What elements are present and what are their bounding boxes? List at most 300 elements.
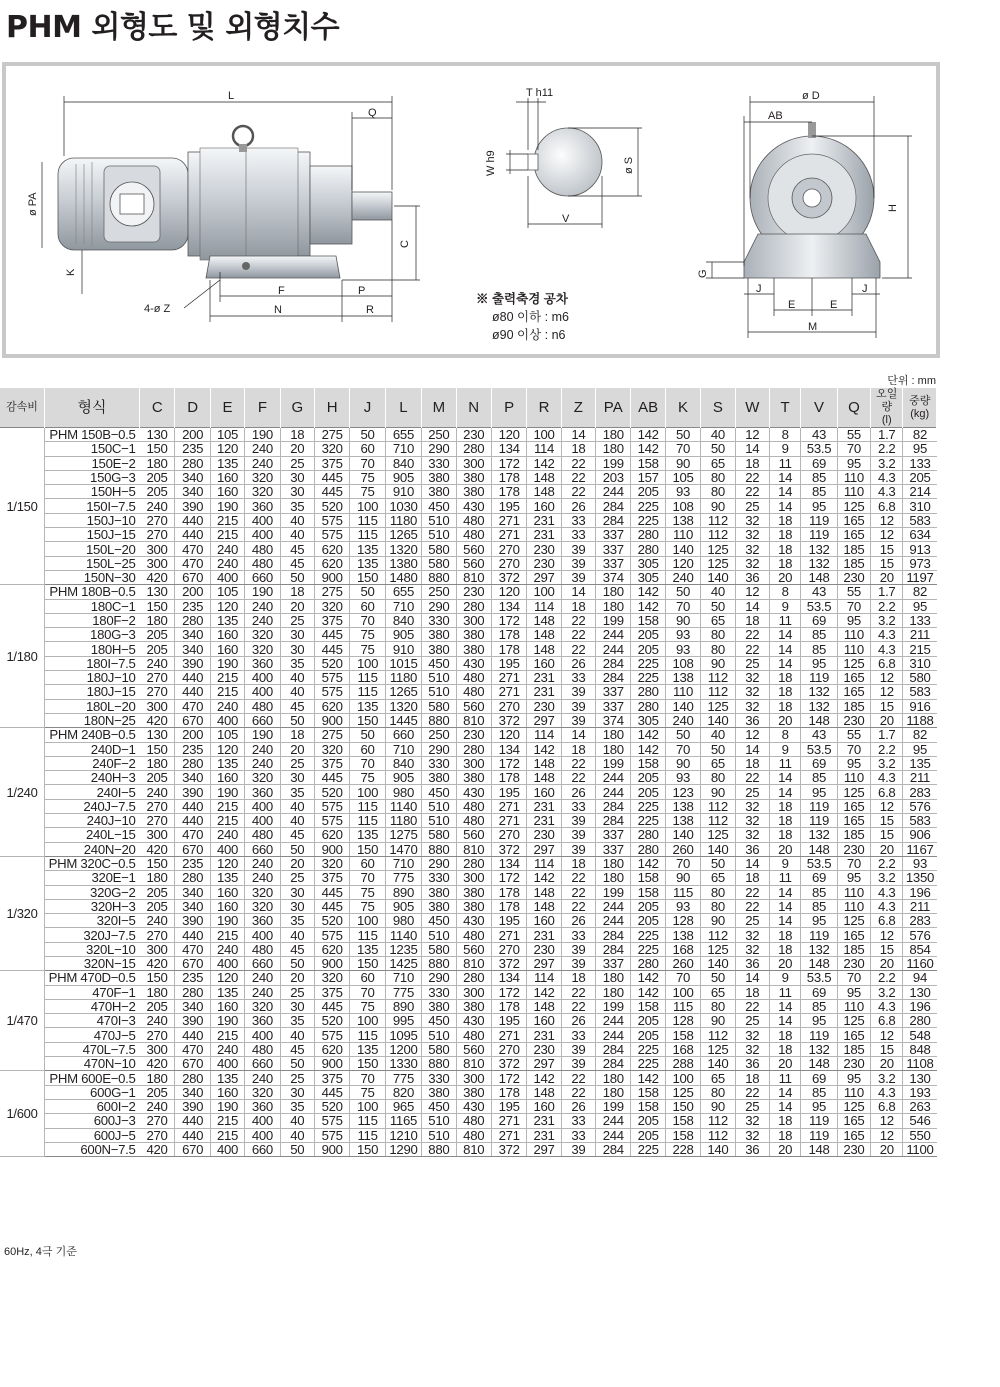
value-cell: 70 [665, 442, 700, 456]
value-cell: 168 [665, 1042, 700, 1056]
value-cell: 380 [456, 642, 491, 656]
value-cell: 225 [631, 1057, 665, 1071]
value-cell: 140 [701, 842, 735, 856]
value-cell: 158 [665, 1114, 700, 1128]
model-cell: 470L−7.5 [44, 1042, 139, 1056]
value-cell: 90 [701, 1099, 735, 1113]
value-cell: 22 [561, 1085, 595, 1099]
value-cell: 575 [314, 671, 349, 685]
value-cell: 340 [175, 885, 210, 899]
value-cell: 575 [314, 513, 349, 527]
value-cell: 180 [596, 971, 631, 985]
value-cell: 115 [350, 685, 385, 699]
value-cell: 100 [665, 1071, 700, 1085]
value-cell: 112 [701, 1028, 735, 1042]
table-row [0, 456, 937, 470]
value-cell: 230 [527, 556, 561, 570]
model-cell: 180J−15 [44, 685, 139, 699]
value-cell: 53.5 [801, 742, 837, 756]
value-cell: 810 [456, 956, 491, 970]
label-W: W h9 [485, 150, 497, 176]
value-cell: 142 [631, 428, 665, 442]
value-cell: 115 [350, 1114, 385, 1128]
value-cell: 142 [631, 728, 665, 742]
label-D: ø D [802, 90, 820, 102]
value-cell: 244 [596, 1114, 631, 1128]
value-cell: 290 [422, 442, 456, 456]
value-cell: 180 [140, 756, 175, 770]
value-cell: 43 [801, 428, 837, 442]
value-cell: 130 [140, 585, 175, 599]
value-cell: 480 [456, 1028, 491, 1042]
label-E2: E [830, 299, 838, 311]
value-cell: 284 [596, 799, 631, 813]
model-cell: 180J−10 [44, 671, 139, 685]
value-cell: 235 [175, 971, 210, 985]
value-cell: 270 [491, 828, 526, 842]
value-cell: 196 [903, 885, 937, 899]
value-cell: 400 [210, 713, 244, 727]
value-cell: 60 [350, 442, 385, 456]
value-cell: 135 [903, 756, 937, 770]
value-cell: 284 [596, 1057, 631, 1071]
value-cell: 810 [456, 570, 491, 584]
value-cell: 65 [701, 756, 735, 770]
value-cell: 380 [422, 642, 456, 656]
value-cell: 510 [422, 1028, 456, 1042]
value-cell: 90 [701, 1014, 735, 1028]
value-cell: 270 [140, 1114, 175, 1128]
value-cell: 18 [735, 456, 769, 470]
value-cell: 190 [210, 785, 244, 799]
value-cell: 280 [631, 956, 665, 970]
value-cell: 400 [245, 799, 280, 813]
value-cell: 1.7 [871, 585, 903, 599]
value-cell: 300 [140, 1042, 175, 1056]
value-cell: 280 [631, 828, 665, 842]
value-cell: 205 [631, 1114, 665, 1128]
value-cell: 275 [314, 428, 349, 442]
value-cell: 134 [491, 742, 526, 756]
value-cell: 140 [665, 699, 700, 713]
value-cell: 480 [456, 513, 491, 527]
value-cell: 445 [314, 628, 349, 642]
value-cell: 70 [665, 856, 700, 870]
value-cell: 75 [350, 1085, 385, 1099]
model-cell: 320H−3 [44, 899, 139, 913]
table-row [0, 985, 937, 999]
value-cell: 450 [422, 1014, 456, 1028]
value-cell: 215 [903, 642, 937, 656]
value-cell: 22 [561, 613, 595, 627]
value-cell: 400 [210, 842, 244, 856]
value-cell: 375 [314, 613, 349, 627]
value-cell: 480 [456, 1128, 491, 1142]
value-cell: 39 [561, 713, 595, 727]
value-cell: 142 [527, 985, 561, 999]
value-cell: 148 [801, 1142, 837, 1156]
value-cell: 75 [350, 771, 385, 785]
value-cell: 12 [871, 685, 903, 699]
table-body [0, 428, 937, 1157]
value-cell: 110 [837, 899, 870, 913]
value-cell: 18 [769, 799, 800, 813]
value-cell: 240 [140, 1099, 175, 1113]
value-cell: 215 [210, 513, 244, 527]
value-cell: 70 [350, 456, 385, 470]
value-cell: 85 [801, 885, 837, 899]
value-cell: 14 [769, 914, 800, 928]
value-cell: 32 [735, 1114, 769, 1128]
value-cell: 148 [801, 842, 837, 856]
value-cell: 178 [491, 1085, 526, 1099]
value-cell: 75 [350, 628, 385, 642]
value-cell: 205 [140, 642, 175, 656]
value-cell: 270 [140, 1028, 175, 1042]
value-cell: 26 [561, 914, 595, 928]
value-cell: 65 [701, 613, 735, 627]
col-oil-unit: (l) [881, 414, 892, 426]
value-cell: 18 [735, 756, 769, 770]
value-cell: 138 [665, 928, 700, 942]
value-cell: 375 [314, 456, 349, 470]
value-cell: 15 [871, 542, 903, 556]
value-cell: 297 [527, 1142, 561, 1156]
value-cell: 280 [175, 756, 210, 770]
value-cell: 132 [801, 828, 837, 842]
value-cell: 165 [837, 799, 870, 813]
value-cell: 320 [314, 971, 349, 985]
value-cell: 6.8 [871, 785, 903, 799]
value-cell: 230 [527, 942, 561, 956]
value-cell: 70 [837, 971, 870, 985]
value-cell: 22 [735, 1085, 769, 1099]
value-cell: 110 [837, 999, 870, 1013]
value-cell: 150 [665, 1099, 700, 1113]
value-cell: 450 [422, 914, 456, 928]
value-cell: 22 [735, 771, 769, 785]
value-cell: 240 [140, 1014, 175, 1028]
value-cell: 12 [735, 585, 769, 599]
value-cell: 18 [769, 1028, 800, 1042]
table-row [0, 1128, 937, 1142]
value-cell: 50 [350, 585, 385, 599]
value-cell: 880 [422, 713, 456, 727]
value-cell: 33 [561, 671, 595, 685]
value-cell: 225 [631, 814, 665, 828]
value-cell: 4.3 [871, 1085, 903, 1099]
value-cell: 50 [350, 428, 385, 442]
eyebolt [233, 126, 253, 146]
value-cell: 190 [210, 1014, 244, 1028]
value-cell: 160 [210, 771, 244, 785]
value-cell: 14 [769, 999, 800, 1013]
value-cell: 240 [140, 914, 175, 928]
value-cell: 158 [631, 456, 665, 470]
value-cell: 280 [456, 599, 491, 613]
value-cell: 445 [314, 485, 349, 499]
value-cell: 283 [903, 785, 937, 799]
value-cell: 132 [801, 1042, 837, 1056]
value-cell: 906 [903, 828, 937, 842]
value-cell: 445 [314, 899, 349, 913]
label-R: R [366, 304, 374, 316]
value-cell: 430 [456, 656, 491, 670]
value-cell: 240 [210, 699, 244, 713]
value-cell: 660 [245, 842, 280, 856]
table-row [0, 842, 937, 856]
value-cell: 142 [527, 871, 561, 885]
value-cell: 200 [175, 428, 210, 442]
value-cell: 119 [801, 528, 837, 542]
table-row [0, 585, 937, 599]
table-row [0, 570, 937, 584]
table-row [0, 1085, 937, 1099]
value-cell: 380 [456, 470, 491, 484]
value-cell: 193 [903, 1085, 937, 1099]
value-cell: 560 [456, 1042, 491, 1056]
value-cell: 300 [140, 699, 175, 713]
value-cell: 810 [456, 713, 491, 727]
value-cell: 330 [422, 613, 456, 627]
value-cell: 12 [871, 1128, 903, 1142]
value-cell: 290 [422, 599, 456, 613]
value-cell: 215 [210, 799, 244, 813]
value-cell: 374 [596, 570, 631, 584]
value-cell: 1265 [385, 685, 421, 699]
value-cell: 158 [665, 1128, 700, 1142]
value-cell: 22 [561, 1071, 595, 1085]
value-cell: 35 [280, 1099, 314, 1113]
value-cell: 32 [735, 828, 769, 842]
value-cell: 270 [491, 1042, 526, 1056]
value-cell: 231 [527, 799, 561, 813]
value-cell: 620 [314, 556, 349, 570]
value-cell: 140 [701, 713, 735, 727]
value-cell: 70 [837, 856, 870, 870]
model-cell: 320I−5 [44, 914, 139, 928]
model-cell: 240L−15 [44, 828, 139, 842]
value-cell: 75 [350, 485, 385, 499]
value-cell: 205 [631, 771, 665, 785]
value-cell: 660 [245, 713, 280, 727]
table-row [0, 1014, 937, 1028]
value-cell: 240 [665, 713, 700, 727]
value-cell: 180 [140, 871, 175, 885]
value-cell: 660 [245, 1057, 280, 1071]
value-cell: 25 [280, 871, 314, 885]
value-cell: 14 [769, 656, 800, 670]
value-cell: 284 [596, 928, 631, 942]
value-cell: 200 [175, 585, 210, 599]
value-cell: 280 [631, 685, 665, 699]
value-cell: 135 [350, 828, 385, 842]
value-cell: 36 [735, 956, 769, 970]
model-cell: PHM 320C−0.5 [44, 856, 139, 870]
value-cell: 40 [280, 1128, 314, 1142]
table-row [0, 899, 937, 913]
value-cell: 9 [769, 971, 800, 985]
value-cell: 244 [596, 914, 631, 928]
col-oil [871, 388, 903, 428]
value-cell: 165 [837, 528, 870, 542]
value-cell: 305 [631, 556, 665, 570]
value-cell: 430 [456, 1014, 491, 1028]
value-cell: 15 [871, 942, 903, 956]
value-cell: 93 [665, 899, 700, 913]
value-cell: 20 [280, 599, 314, 613]
value-cell: 199 [596, 1099, 631, 1113]
table-row [0, 814, 937, 828]
table-row [0, 728, 937, 742]
value-cell: 65 [701, 985, 735, 999]
value-cell: 18 [769, 513, 800, 527]
value-cell: 300 [456, 871, 491, 885]
value-cell: 69 [801, 1071, 837, 1085]
value-cell: 400 [245, 1028, 280, 1042]
value-cell: 380 [422, 628, 456, 642]
value-cell: 380 [456, 999, 491, 1013]
value-cell: 575 [314, 685, 349, 699]
value-cell: 70 [350, 613, 385, 627]
value-cell: 142 [631, 442, 665, 456]
value-cell: 70 [837, 742, 870, 756]
value-cell: 150 [350, 1057, 385, 1071]
value-cell: 280 [631, 842, 665, 856]
value-cell: 60 [350, 742, 385, 756]
value-cell: 297 [527, 1057, 561, 1071]
value-cell: 420 [140, 713, 175, 727]
value-cell: 158 [631, 613, 665, 627]
value-cell: 300 [140, 828, 175, 842]
value-cell: 110 [665, 528, 700, 542]
value-cell: 165 [837, 928, 870, 942]
value-cell: 119 [801, 928, 837, 942]
value-cell: 33 [561, 528, 595, 542]
value-cell: 178 [491, 485, 526, 499]
value-cell: 112 [701, 528, 735, 542]
value-cell: 4.3 [871, 885, 903, 899]
value-cell: 380 [456, 1085, 491, 1099]
value-cell: 290 [422, 856, 456, 870]
value-cell: 25 [735, 499, 769, 513]
value-cell: 440 [175, 1114, 210, 1128]
value-cell: 22 [561, 470, 595, 484]
value-cell: 271 [491, 513, 526, 527]
table-row [0, 442, 937, 456]
value-cell: 14 [769, 1014, 800, 1028]
col-PA: PA [596, 388, 631, 428]
value-cell: 32 [735, 513, 769, 527]
value-cell: 39 [561, 542, 595, 556]
value-cell: 18 [561, 856, 595, 870]
value-cell: 110 [837, 642, 870, 656]
value-cell: 320 [314, 742, 349, 756]
value-cell: 12 [871, 799, 903, 813]
value-cell: 12 [871, 1028, 903, 1042]
value-cell: 195 [491, 499, 526, 513]
value-cell: 148 [801, 570, 837, 584]
value-cell: 360 [245, 499, 280, 513]
value-cell: 390 [175, 914, 210, 928]
value-cell: 231 [527, 685, 561, 699]
value-cell: 30 [280, 628, 314, 642]
value-cell: 142 [527, 742, 561, 756]
value-cell: 6.8 [871, 499, 903, 513]
table-row [0, 1057, 937, 1071]
value-cell: 22 [735, 999, 769, 1013]
value-cell: 148 [527, 470, 561, 484]
value-cell: 112 [701, 928, 735, 942]
label-J2: J [862, 283, 868, 295]
table-row [0, 671, 937, 685]
value-cell: 110 [837, 1085, 870, 1099]
value-cell: 160 [210, 628, 244, 642]
value-cell: 430 [456, 785, 491, 799]
value-cell: 180 [596, 728, 631, 742]
value-cell: 40 [280, 685, 314, 699]
value-cell: 33 [561, 799, 595, 813]
value-cell: 26 [561, 499, 595, 513]
value-cell: 115 [350, 814, 385, 828]
table-row [0, 528, 937, 542]
value-cell: 20 [871, 842, 903, 856]
value-cell: 710 [385, 742, 421, 756]
value-cell: 18 [769, 1042, 800, 1056]
value-cell: 211 [903, 771, 937, 785]
value-cell: 270 [140, 513, 175, 527]
value-cell: 138 [665, 671, 700, 685]
value-cell: 130 [140, 728, 175, 742]
value-cell: 995 [385, 1014, 421, 1028]
value-cell: 120 [210, 442, 244, 456]
value-cell: 1030 [385, 499, 421, 513]
value-cell: 2.2 [871, 856, 903, 870]
model-cell: 470H−2 [44, 999, 139, 1013]
value-cell: 205 [140, 771, 175, 785]
value-cell: 32 [735, 685, 769, 699]
value-cell: 119 [801, 671, 837, 685]
value-cell: 135 [210, 756, 244, 770]
value-cell: 95 [801, 785, 837, 799]
value-cell: 80 [701, 628, 735, 642]
value-cell: 320 [245, 899, 280, 913]
value-cell: 18 [561, 742, 595, 756]
value-cell: 22 [735, 485, 769, 499]
value-cell: 18 [769, 942, 800, 956]
value-cell: 240 [245, 742, 280, 756]
table-row [0, 699, 937, 713]
value-cell: 95 [837, 985, 870, 999]
value-cell: 18 [769, 528, 800, 542]
value-cell: 550 [903, 1128, 937, 1142]
value-cell: 3.2 [871, 456, 903, 470]
value-cell: 25 [280, 613, 314, 627]
value-cell: 50 [280, 713, 314, 727]
value-cell: 180 [596, 742, 631, 756]
value-cell: 69 [801, 456, 837, 470]
value-cell: 4.3 [871, 899, 903, 913]
value-cell: 18 [280, 585, 314, 599]
value-cell: 20 [871, 1057, 903, 1071]
value-cell: 125 [701, 942, 735, 956]
value-cell: 576 [903, 799, 937, 813]
value-cell: 840 [385, 613, 421, 627]
value-cell: 158 [631, 1099, 665, 1113]
value-cell: 310 [903, 656, 937, 670]
value-cell: 22 [735, 628, 769, 642]
value-cell: 360 [245, 656, 280, 670]
